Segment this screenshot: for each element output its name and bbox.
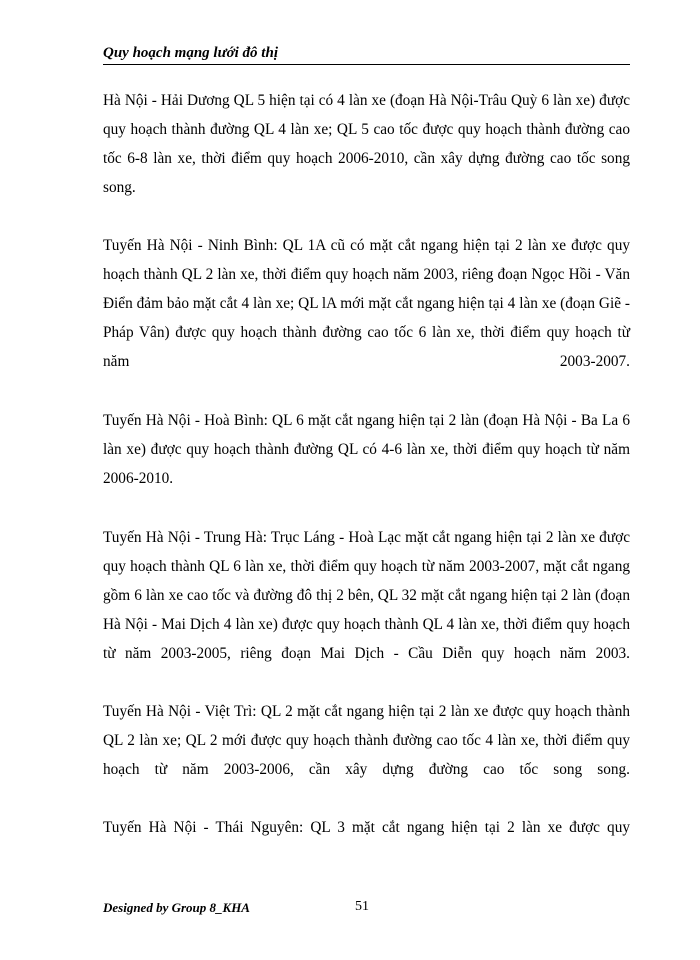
paragraph-hanoi-haiduong: Hà Nội - Hải Dương QL 5 hiện tại có 4 làn xe (đoạn Hà Nội-Trâu Quỳ 6 làn xe) được quy hoạch thành đường QL 4 làn xe; QL 5 cao tốc được quy hoạch thành đường cao tốc 6-8 làn xe, thời điểm quy hoạch 2006-2010, cần xây dựng đường cao tốc song song. xyxy=(103,92,630,196)
paragraph-hanoi-trungha: Tuyến Hà Nội - Trung Hà: Trục Láng - Hoà Lạc mặt cắt ngang hiện tại 2 làn xe được quy hoạch thành QL 6 làn xe, thời điểm quy hoạch từ năm 2003-2007, mặt cắt ngang gồm 6 làn xe cao tốc và đường đô thị 2 bên, QL 32 mặt cắt ngang hiện tại 2 làn (đoạn Hà Nội - Mai Dịch 4 làn xe) được quy hoạch thành QL 4 làn xe, thời điểm quy hoạch từ năm 2003-2005, riêng đoạn Mai Dịch - Cầu Diễn quy hoạch năm 2003. xyxy=(103,529,630,662)
paragraph-hanoi-hoabinh: Tuyến Hà Nội - Hoà Bình: QL 6 mặt cắt ngang hiện tại 2 làn (đoạn Hà Nội - Ba La 6 làn xe) được quy hoạch thành đường QL có 4-6 làn xe, thời điểm quy hoạch từ năm 2006-2010. xyxy=(103,412,630,487)
footer-credit: Designed by Group 8_KHA xyxy=(103,900,250,915)
paragraph-hanoi-ninhbinh: Tuyến Hà Nội - Ninh Bình: QL 1A cũ có mặt cắt ngang hiện tại 2 làn xe được quy hoạch thành QL 2 làn xe, thời điểm quy hoạch năm 2003, riêng đoạn Ngọc Hồi - Văn Điển đảm bảo mặt cắt 4 làn xe; QL lA mới mặt cắt ngang hiện tại 4 làn xe (đoạn Giẽ - Pháp Vân) được quy hoạch thành đường cao tốc 6 làn xe, thời điểm quy hoạch từ năm 2003-2007. xyxy=(103,237,630,370)
page-number: 51 xyxy=(355,899,369,914)
page-header xyxy=(103,44,630,65)
header-title: Quy hoạch mạng lưới đô thị xyxy=(103,45,278,61)
paragraph-hanoi-thainguyen: Tuyến Hà Nội - Thái Nguyên: QL 3 mặt cắt ngang hiện tại 2 làn xe được quy xyxy=(103,819,630,836)
paragraph-hanoi-viettri: Tuyến Hà Nội - Việt Trì: QL 2 mặt cắt ngang hiện tại 2 làn xe được quy hoạch thành QL 2 làn xe; QL 2 mới được quy hoạch thành đường cao tốc 4 làn xe, thời điểm quy hoạch từ năm 2003-2006, cần xây dựng đường cao tốc song song. xyxy=(103,703,630,778)
document-body xyxy=(103,86,630,842)
